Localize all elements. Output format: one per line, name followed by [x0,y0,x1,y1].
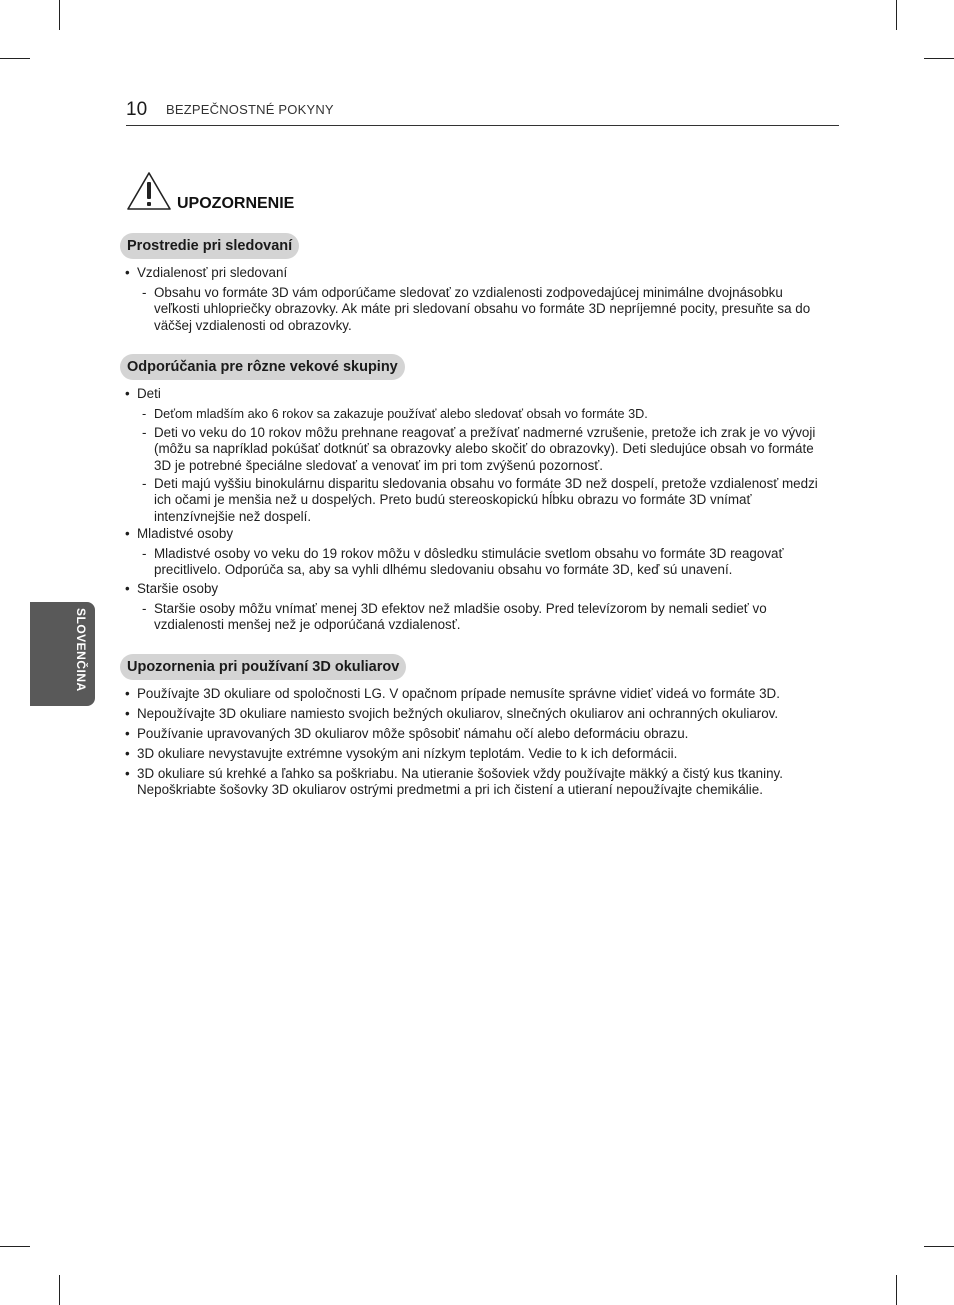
bullet-icon: • [125,766,130,781]
list-item: - Mladistvé osoby vo veku do 19 rokov môžu v dôsledku stimulácie svetlom obsahu vo formáte 3D reagovať precitlivelo. Odporúča sa, aby sa vyhli dlhému sledovaniu obsahu vo formáte 3D, keď sú unavení. [142,546,784,578]
list-item: - Deti majú vyššiu binokulárnu disparitu sledovania obsahu vo formáte 3D než dospelí, pretože vzdialenosť medzi ich očami je menšia než u dospelých. Preto budú stereoskopickú hĺbku obrazu vo formáte 3D vnímať intenzívnejšie než dospelí. [142,476,818,524]
bullet-icon: • [125,686,130,701]
list-item: - Obsahu vo formáte 3D vám odporúčame sledovať zo vzdialenosti zodpovedajúcej minimálne dvojnásobku veľkosti uhlopriečky obrazovky. Ak máte pri sledovaní obsahu vo formáte 3D nepríjemné pocity, presuňte sa do väčšej vzdialenosti od obrazovky. [142,285,811,333]
chapter-title: BEZPEČNOSTNÉ POKYNY [166,102,334,117]
bullet-icon: • [125,386,130,401]
list-item: • 3D okuliare sú krehké a ľahko sa poškriabu. Na utieranie šošoviek vždy používajte mäkký a čistý kus tkaniny. Nepoškriabte šošovky 3D okuliarov ostrými predmetmi a pri ich čistení a utieraní nepoužívajte chemikálie. [125,766,783,798]
list-item: • Deti [125,386,161,401]
crop-mark [0,58,30,59]
dash-icon: - [142,601,147,616]
dash-icon: - [142,425,147,440]
crop-mark [0,1246,30,1247]
language-tab [30,602,95,706]
section-heading: Odporúčania pre rôzne vekové skupiny [120,354,405,380]
bullet-icon: • [125,265,130,280]
list-item: • Používanie upravovaných 3D okuliarov môže spôsobiť námahu očí alebo deformáciu obrazu. [125,726,689,741]
section-heading: Upozornenia pri používaní 3D okuliarov [120,654,406,680]
bullet-icon: • [125,746,130,761]
list-item: • Používajte 3D okuliare od spoločnosti LG. V opačnom prípade nemusíte správne vidieť videá vo formáte 3D. [125,686,780,701]
list-item: • 3D okuliare nevystavujte extrémne vysokým ani nízkym teplotám. Vedie to k ich deformácii. [125,746,678,761]
dash-icon: - [142,476,147,491]
dash-icon: - [142,407,147,421]
list-item: - Deti vo veku do 10 rokov môžu prehnane reagovať a prežívať nadmerné vzrušenie, pretože ich zrak je vo vývoji (môžu sa napríklad pokúšať dotknúť sa obrazovky alebo skočiť do obrazovky). Deti sledujúce obsah vo formáte 3D je potrebné špeciálne sledovať a venovať im pri tom zvýšenú pozornosť. [142,425,816,473]
list-item: • Mladistvé osoby [125,526,234,541]
dash-icon: - [142,546,147,561]
list-item: • Staršie osoby [125,581,219,596]
list-item: - Deťom mladším ako 6 rokov sa zakazuje používať alebo sledovať obsah vo formáte 3D. [142,407,648,421]
list-item: • Nepoužívajte 3D okuliare namiesto svojich bežných okuliarov, slnečných okuliarov ani ochranných okuliarov. [125,706,779,721]
crop-mark [896,1275,897,1305]
section-heading: Prostredie pri sledovaní [120,233,299,259]
crop-mark [59,1275,60,1305]
crop-mark [59,0,60,30]
bullet-icon: • [125,706,130,721]
crop-mark [924,1246,954,1247]
crop-mark [924,58,954,59]
crop-mark [896,0,897,30]
list-item: • Vzdialenosť pri sledovaní [125,265,288,280]
bullet-icon: • [125,526,130,541]
language-tab-label: SLOVENČINA [74,608,88,692]
list-item: - Staršie osoby môžu vnímať menej 3D efektov než mladšie osoby. Pred televízorom by nemali sedieť vo vzdialenosti menšej než je odporúčaná vzdialenosť. [142,601,767,633]
page-number: 10 [126,99,148,120]
bullet-icon: • [125,581,130,596]
warning-triangle-icon [126,171,172,211]
dash-icon: - [142,285,147,300]
bullet-icon: • [125,726,130,741]
caution-title: UPOZORNENIE [177,195,295,212]
page-header [126,98,839,126]
